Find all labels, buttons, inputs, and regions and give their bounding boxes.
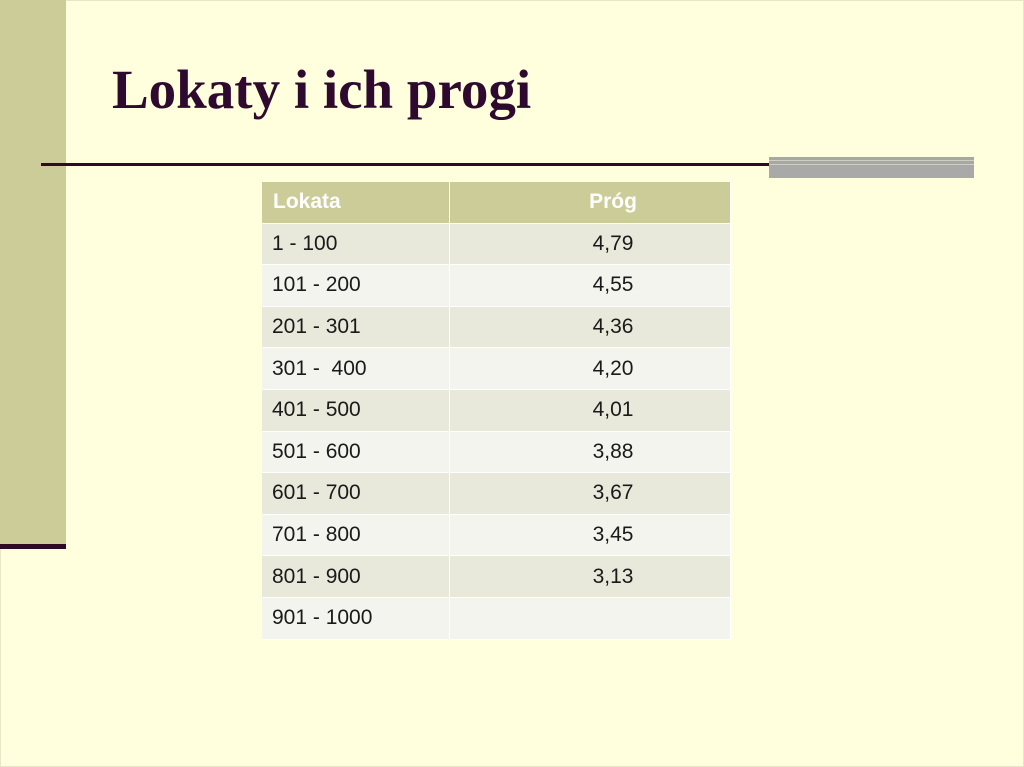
left-band-underline	[0, 544, 66, 549]
table-row	[262, 597, 731, 639]
cell-lokata: 301 - 400	[262, 348, 450, 390]
table-row	[262, 389, 731, 431]
left-decorative-band	[0, 0, 66, 546]
cell-prog: 4,55	[450, 265, 731, 307]
cell-prog: 3,88	[450, 431, 731, 473]
table-row	[262, 223, 731, 265]
cell-prog: 4,20	[450, 348, 731, 390]
table-header-row	[262, 182, 731, 224]
table-row	[262, 348, 731, 390]
cell-prog: 3,45	[450, 514, 731, 556]
thresholds-table	[261, 181, 731, 640]
table-row	[262, 265, 731, 307]
cell-prog: 3,67	[450, 473, 731, 515]
header-prog: Próg	[450, 182, 731, 224]
table-row	[262, 556, 731, 598]
table-row	[262, 514, 731, 556]
cell-lokata: 601 - 700	[262, 473, 450, 515]
table-row	[262, 306, 731, 348]
table-row	[262, 473, 731, 515]
table-row	[262, 431, 731, 473]
cell-lokata: 901 - 1000	[262, 597, 450, 639]
cell-prog: 4,79	[450, 223, 731, 265]
accent-bar-bottom	[769, 166, 974, 178]
cell-lokata: 101 - 200	[262, 265, 450, 307]
cell-prog: 4,36	[450, 306, 731, 348]
cell-lokata: 501 - 600	[262, 431, 450, 473]
cell-lokata: 401 - 500	[262, 389, 450, 431]
header-lokata: Lokata	[262, 182, 450, 224]
cell-lokata: 1 - 100	[262, 223, 450, 265]
slide-title: Lokaty i ich progi	[112, 59, 532, 120]
cell-prog: 3,13	[450, 556, 731, 598]
cell-prog: 4,01	[450, 389, 731, 431]
cell-lokata: 701 - 800	[262, 514, 450, 556]
cell-prog	[450, 597, 731, 639]
cell-lokata: 201 - 301	[262, 306, 450, 348]
title-underline	[41, 163, 773, 166]
cell-lokata: 801 - 900	[262, 556, 450, 598]
